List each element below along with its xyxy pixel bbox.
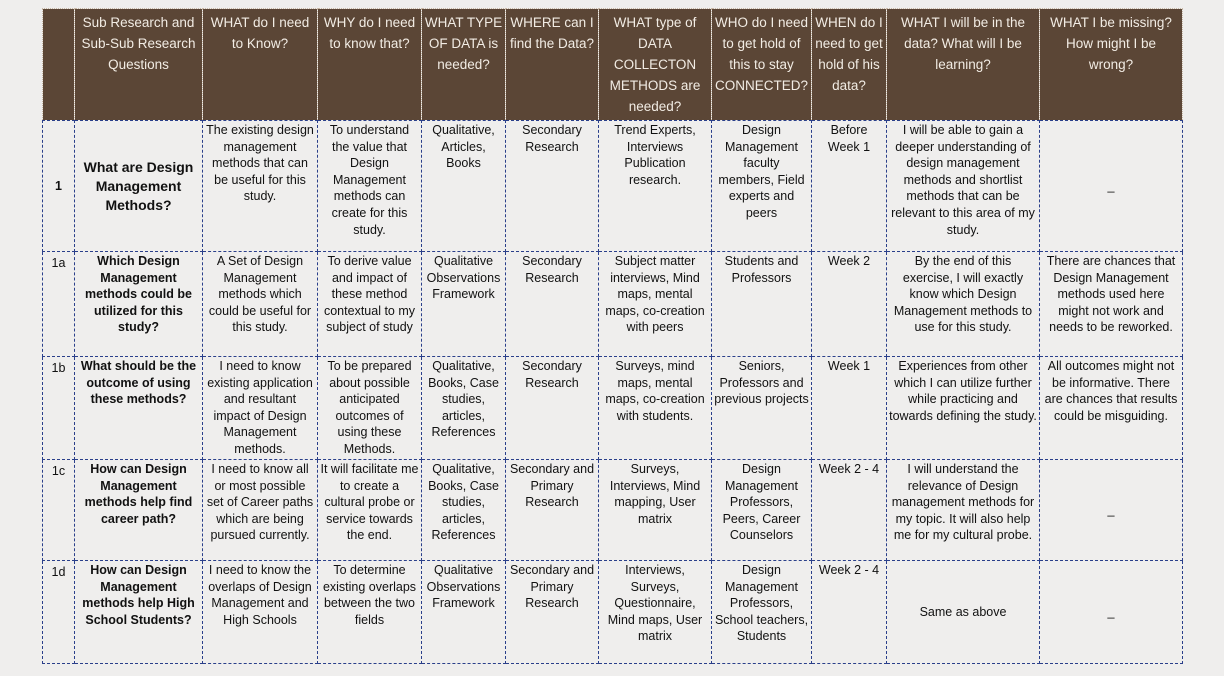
row-where: Secondary Research (506, 121, 599, 252)
row-need-to-know: I need to know existing application and resultant impact of Design Management methods. (203, 357, 318, 460)
row-missing: _ (1040, 561, 1183, 664)
row-who: Seniors, Professors and previous projects (712, 357, 812, 460)
row-id: 1d (43, 561, 75, 664)
table-row (43, 252, 1183, 357)
row-methods: Surveys, mind maps, mental maps, co-creation with students. (599, 357, 712, 460)
row-question: What should be the outcome of using these methods? (75, 357, 203, 460)
row-need-to-know: A Set of Design Management methods which could be useful for this study. (203, 252, 318, 357)
row-data-type: Qualitative, Articles, Books (422, 121, 506, 252)
row-methods: Surveys, Interviews, Mind mapping, User matrix (599, 460, 712, 561)
row-why: To understand the value that Design Management methods can create for this study. (318, 121, 422, 252)
row-need-to-know: I need to know all or most possible set of Career paths which are being pursued currently. (203, 460, 318, 561)
row-id: 1a (43, 252, 75, 357)
row-need-to-know: The existing design management methods that can be useful for this study. (203, 121, 318, 252)
header-collection-methods: WHAT type of DATA COLLECTON METHODS are needed? (599, 9, 712, 121)
row-missing: There are chances that Design Management methods used here might not work and needs to be reworked. (1040, 252, 1183, 357)
row-where: Secondary and Primary Research (506, 561, 599, 664)
table-row (43, 460, 1183, 561)
row-why: To derive value and impact of these method contextual to my subject of study (318, 252, 422, 357)
row-why: It will facilitate me to create a cultural probe or service towards the end. (318, 460, 422, 561)
row-learning: I will be able to gain a deeper understanding of design management methods and shortlist methods that can be relevant to this area of my study. (887, 121, 1040, 252)
header-when: WHEN do I need to get hold of his data? (812, 9, 887, 121)
row-when: Week 2 - 4 (812, 561, 887, 664)
row-missing: _ (1040, 460, 1183, 561)
header-why-need-to-know: WHY do I need to know that? (318, 9, 422, 121)
row-when: Week 2 (812, 252, 887, 357)
row-methods: Subject matter interviews, Mind maps, mental maps, co-creation with peers (599, 252, 712, 357)
row-who: Students and Professors (712, 252, 812, 357)
row-learning: Same as above (887, 561, 1040, 664)
row-missing: All outcomes might not be informative. There are chances that results could be misguiding. (1040, 357, 1183, 460)
row-id: 1c (43, 460, 75, 561)
row-question: Which Design Management methods could be utilized for this study? (75, 252, 203, 357)
row-where: Secondary Research (506, 252, 599, 357)
row-methods: Trend Experts, Interviews Publication research. (599, 121, 712, 252)
header-what-learning: WHAT I will be in the data? What will I be learning? (887, 9, 1040, 121)
header-sub-research-questions: Sub Research and Sub-Sub Research Questions (75, 9, 203, 121)
row-learning: I will understand the relevance of Design management methods for my topic. It will also help me for my cultural probe. (887, 460, 1040, 561)
header-who-connected: WHO do I need to get hold of this to stay CONNECTED? (712, 9, 812, 121)
row-when: Week 2 - 4 (812, 460, 887, 561)
row-question: What are Design Management Methods? (75, 121, 203, 252)
row-why: To determine existing overlaps between the two fields (318, 561, 422, 664)
row-id: 1 (43, 121, 75, 252)
row-where: Secondary and Primary Research (506, 460, 599, 561)
row-who: Design Management Professors, Peers, Career Counselors (712, 460, 812, 561)
research-plan-table (42, 8, 1183, 664)
header-what-need-to-know: WHAT do I need to Know? (203, 9, 318, 121)
header-what-missing: WHAT I be missing? How might I be wrong? (1040, 9, 1183, 121)
row-when: Before Week 1 (812, 121, 887, 252)
row-methods: Interviews, Surveys, Questionnaire, Mind maps, User matrix (599, 561, 712, 664)
header-row (43, 9, 1183, 121)
row-why: To be prepared about possible anticipated outcomes of using these Methods. (318, 357, 422, 460)
row-question: How can Design Management methods help High School Students? (75, 561, 203, 664)
row-question: How can Design Management methods help find career path? (75, 460, 203, 561)
row-learning: By the end of this exercise, I will exactly know which Design Management methods to use for this study. (887, 252, 1040, 357)
row-when: Week 1 (812, 357, 887, 460)
row-who: Design Management Professors, School teachers, Students (712, 561, 812, 664)
header-id (43, 9, 75, 121)
row-data-type: Qualitative, Books, Case studies, articles, References (422, 460, 506, 561)
row-data-type: Qualitative Observations Framework (422, 561, 506, 664)
table-row (43, 357, 1183, 460)
row-data-type: Qualitative Observations Framework (422, 252, 506, 357)
table-row (43, 121, 1183, 252)
row-who: Design Management faculty members, Field experts and peers (712, 121, 812, 252)
research-plan-table-wrapper (42, 8, 1183, 664)
table-row (43, 561, 1183, 664)
row-missing: _ (1040, 121, 1183, 252)
row-data-type: Qualitative, Books, Case studies, articles, References (422, 357, 506, 460)
header-where-find-data: WHERE can I find the Data? (506, 9, 599, 121)
row-where: Secondary Research (506, 357, 599, 460)
row-id: 1b (43, 357, 75, 460)
row-need-to-know: I need to know the overlaps of Design Management and High Schools (203, 561, 318, 664)
header-data-type: WHAT TYPE OF DATA is needed? (422, 9, 506, 121)
row-learning: Experiences from other which I can utilize further while practicing and towards defining the study. (887, 357, 1040, 460)
